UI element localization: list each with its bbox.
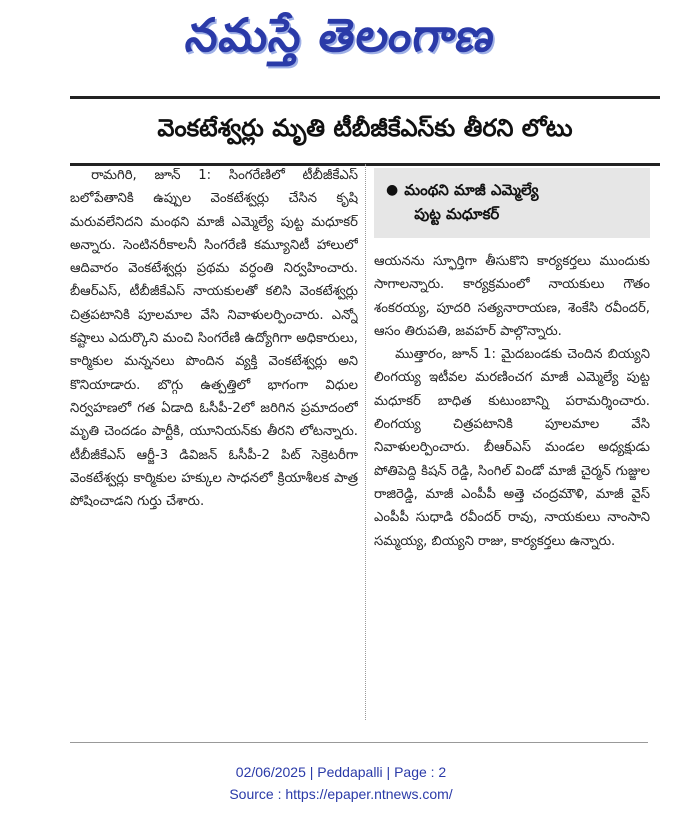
article-right-column xyxy=(374,250,650,724)
source-link[interactable]: Source : https://epaper.ntnews.com/ xyxy=(229,786,453,802)
pull-quote-callout xyxy=(374,168,650,238)
column-divider xyxy=(365,164,367,720)
article-left-column xyxy=(70,164,358,724)
callout-text xyxy=(404,178,538,226)
article-paragraph: ముత్తారం, జూన్‌ 1: మైదబండకు చెందిన బియ్యని లింగయ్య ఇటీవల మరణించగ మాజీ ఎమ్మెల్యే పుట్ట మధూకర్‌ బాధిత కుటుంబాన్ని పరామర్శించారు. లింగయ్య చిత్రపటానికి పూలమాల వేసి నివాళులర్పించారు. బీఆర్‌ఎస్‌ మండల అధ్యక్షుడు పోతిపెద్ది కిషన్‌ రెడ్డి, సింగిల్‌ విండో మాజీ చైర్మన్‌ గుజ్జుల రాజిరెడ్డి, మాజీ ఎంపీపీ అత్తె చంద్రమౌళి, మాజీ వైస్‌ ఎంపీపీ సుధాడి రవీందర్‌ రావు, నాయకులు నాంసాని సమ్మయ్య, బియ్యని రాజు, కార్యకర్తలు ఉన్నారు. xyxy=(374,347,650,549)
article-paragraph: ఆయనను స్ఫూర్తిగా తీసుకొని కార్యకర్తలు ముందుకు సాగాలన్నారు. కార్యక్రమంలో నాయకులు గౌతం శంకరయ్య, పూదరి సత్యనారాయణ, శెంకేసి రవీందర్‌, ఆసం తిరుపతి, జవహర్‌ పాల్గొన్నారు. xyxy=(374,254,650,339)
callout-line: మంథని మాజీ ఎమ్మెల్యే xyxy=(404,181,539,199)
footer-rule xyxy=(70,742,648,743)
article-paragraph: రామగిరి, జూన్‌ 1: సింగరేణిలో టీబీజీకేఎస్‌ బలోపేతానికి ఉప్పుల వెంకటేశ్వర్లు చేసిన కృషి మరువలేనిదని మంథని మాజీ ఎమ్మెల్యే పుట్ట మధూకర్‌ అన్నారు. సెంటినరీకాలనీ సింగరేణి కమ్యూనిటీ హాలులో ఆదివారం వెంకటేశ్వర్లు ప్రథమ వర్ధంతి నిర్వహించారు. బీఆర్‌ఎస్‌, టీబీజీకేఎస్‌ నాయకులతో కలిసి వెంకటేశ్వర్లు చిత్రపటానికి పూలమాల వేసి నివాళులర్పించారు. ఎన్నో కష్టాలు ఎదుర్కొని మంచి సింగరేణి ఉద్యోగిగా అధికారులు, కార్మికుల మన్ననలు పొందిన వ్యక్తి వెంకటేశ్వర్లు అని కొనియాడారు. బొగ్గు ఉత్పత్తిలో భాగంగా విధుల నిర్వహణలో గత ఏడాది ఓసీపీ-2లో జరిగిన ప్రమాదంలో మృతి చెందడం పార్టీకి, యూనియన్‌కు తీరని లోటన్నారు. టీబీజీకేఎస్‌ ఆర్జీ-3 డివిజన్‌ ఓసీపీ-2 పిట్‌ సెక్రెటరీగా వెంకటేశ్వర్లు కార్మికుల హక్కుల సాధనలో క్రియాశీలక పాత్ర పోషించాడని గుర్తు చేశారు. xyxy=(70,168,358,510)
article-headline: వెంకటేశ్వర్లు మృతి టీబీజీకేఎస్‌కు తీరని లోటు xyxy=(70,96,660,166)
bullet-icon: ● xyxy=(386,182,399,198)
newspaper-masthead: నమస్తే తెలంగాణ xyxy=(182,8,500,62)
edition-info: 02/06/2025 | Peddapalli | Page : 2 xyxy=(235,764,447,780)
callout-line: పుట్ట మధూకర్ xyxy=(414,205,500,223)
